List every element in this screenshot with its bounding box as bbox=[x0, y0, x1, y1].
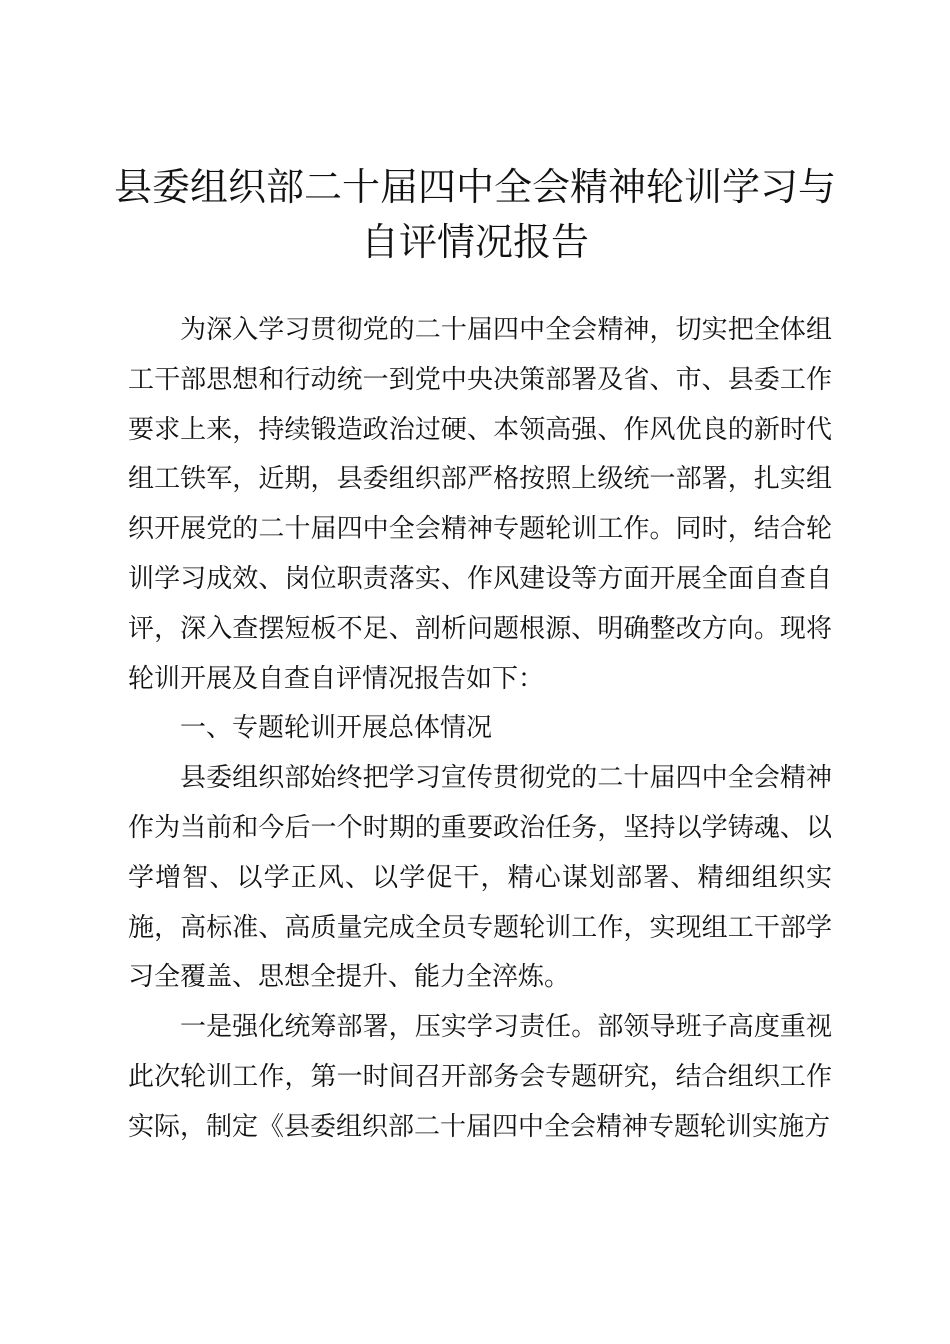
document-body bbox=[128, 306, 832, 1153]
paragraph-point-1: 一是强化统筹部署，压实学习责任。部领导班子高度重视此次轮训工作，第一时间召开部务会专题研究，结合组织工作实际，制定《县委组织部二十届四中全会精神专题轮训实施方 bbox=[128, 1012, 832, 1142]
paragraph-intro: 为深入学习贯彻党的二十届四中全会精神，切实把全体组工干部思想和行动统一到党中央决策部署及省、市、县委工作要求上来，持续锻造政治过硬、本领高强、作风优良的新时代组工铁军，近期，县委组织部严格按照上级统一部署，扎实组织开展党的二十届四中全会精神专题轮训工作。同时，结合轮训学习成效、岗位职责落实、作风建设等方面开展全面自查自评，深入查摆短板不足、剖析问题根源、明确整改方向。现将轮训开展及自查自评情况报告如下： bbox=[128, 315, 832, 694]
section-heading-1: 一、专题轮训开展总体情况 bbox=[180, 713, 493, 744]
paragraph-overview: 县委组织部始终把学习宣传贯彻党的二十届四中全会精神作为当前和今后一个时期的重要政治任务，坚持以学铸魂、以学增智、以学正风、以学促干，精心谋划部署、精细组织实施，高标准、高质量完成全员专题轮训工作，实现组工干部学习全覆盖、思想全提升、能力全淬炼。 bbox=[128, 763, 832, 993]
document-title: 县委组织部二十届四中全会精神轮训学习与自评情况报告 bbox=[113, 165, 836, 264]
